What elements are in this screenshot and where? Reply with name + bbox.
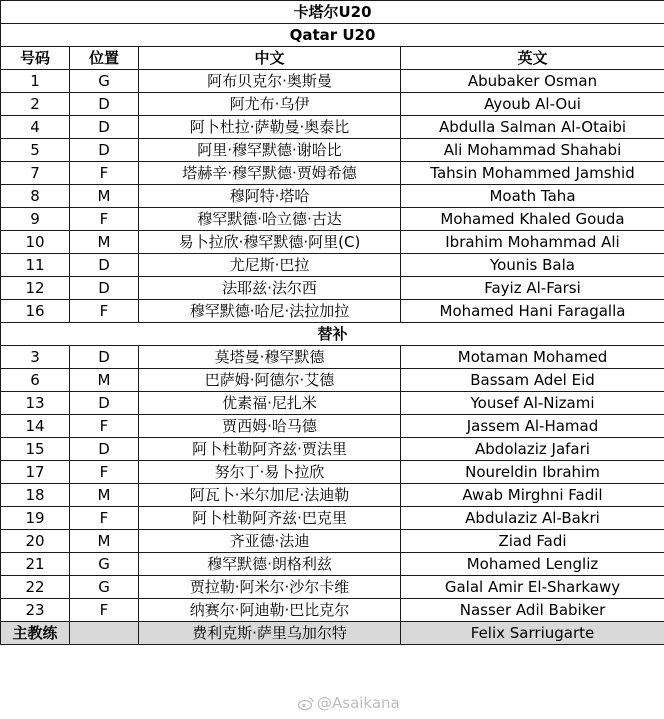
player-english-name: Abdulaziz Al-Bakri bbox=[401, 507, 664, 530]
coach-english: Felix Sarriugarte bbox=[401, 622, 664, 645]
player-number: 12 bbox=[1, 277, 70, 300]
player-chinese-name: 穆罕默德·朗格利兹 bbox=[139, 553, 401, 576]
table-title: 卡塔尔U20 bbox=[1, 1, 664, 24]
player-chinese-name: 法耶兹·法尔西 bbox=[139, 277, 401, 300]
player-chinese-name: 优素福·尼扎米 bbox=[139, 392, 401, 415]
player-row bbox=[1, 346, 664, 369]
player-position: M bbox=[70, 231, 139, 254]
player-position: G bbox=[70, 70, 139, 93]
weibo-icon bbox=[298, 696, 314, 710]
player-english-name: Galal Amir El-Sharkawy bbox=[401, 576, 664, 599]
player-chinese-name: 穆罕默德·哈立德·古达 bbox=[139, 208, 401, 231]
player-english-name: Abubaker Osman bbox=[401, 70, 664, 93]
subs-label: 替补 bbox=[1, 323, 664, 346]
player-english-name: Bassam Adel Eid bbox=[401, 369, 664, 392]
player-chinese-name: 阿卜杜拉·萨勒曼·奥泰比 bbox=[139, 116, 401, 139]
player-english-name: Motaman Mohamed bbox=[401, 346, 664, 369]
player-chinese-name: 阿尤布·乌伊 bbox=[139, 93, 401, 116]
player-english-name: Ali Mohammad Shahabi bbox=[401, 139, 664, 162]
player-number: 21 bbox=[1, 553, 70, 576]
player-english-name: Younis Bala bbox=[401, 254, 664, 277]
player-chinese-name: 莫塔曼·穆罕默德 bbox=[139, 346, 401, 369]
player-english-name: Ziad Fadi bbox=[401, 530, 664, 553]
player-position: D bbox=[70, 116, 139, 139]
player-chinese-name: 易卜拉欣·穆罕默德·阿里(C) bbox=[139, 231, 401, 254]
player-row bbox=[1, 484, 664, 507]
player-english-name: Moath Taha bbox=[401, 185, 664, 208]
player-number: 17 bbox=[1, 461, 70, 484]
player-english-name: Mohamed Lengliz bbox=[401, 553, 664, 576]
player-english-name: Yousef Al-Nizami bbox=[401, 392, 664, 415]
player-position: F bbox=[70, 415, 139, 438]
player-chinese-name: 贾拉勒·阿米尔·沙尔卡维 bbox=[139, 576, 401, 599]
player-chinese-name: 穆阿特·塔哈 bbox=[139, 185, 401, 208]
player-row bbox=[1, 162, 664, 185]
player-position: F bbox=[70, 162, 139, 185]
player-position: F bbox=[70, 507, 139, 530]
player-position: M bbox=[70, 484, 139, 507]
player-row bbox=[1, 576, 664, 599]
player-position: D bbox=[70, 139, 139, 162]
player-english-name: Mohamed Hani Faragalla bbox=[401, 300, 664, 323]
player-number: 4 bbox=[1, 116, 70, 139]
player-english-name: Nasser Adil Babiker bbox=[401, 599, 664, 622]
player-row bbox=[1, 599, 664, 622]
player-chinese-name: 贾西姆·哈马德 bbox=[139, 415, 401, 438]
team-name: Qatar U20 bbox=[1, 24, 664, 47]
header-chinese: 中文 bbox=[139, 47, 401, 70]
player-number: 9 bbox=[1, 208, 70, 231]
player-row bbox=[1, 392, 664, 415]
player-english-name: Noureldin Ibrahim bbox=[401, 461, 664, 484]
player-number: 16 bbox=[1, 300, 70, 323]
player-number: 5 bbox=[1, 139, 70, 162]
watermark-text: @Asaikana bbox=[317, 694, 400, 712]
player-number: 3 bbox=[1, 346, 70, 369]
player-english-name: Awab Mirghni Fadil bbox=[401, 484, 664, 507]
coach-blank bbox=[70, 622, 139, 645]
player-chinese-name: 尤尼斯·巴拉 bbox=[139, 254, 401, 277]
player-row bbox=[1, 277, 664, 300]
player-row bbox=[1, 70, 664, 93]
player-chinese-name: 阿瓦卜·米尔加尼·法迪勒 bbox=[139, 484, 401, 507]
player-number: 19 bbox=[1, 507, 70, 530]
player-number: 20 bbox=[1, 530, 70, 553]
player-chinese-name: 纳赛尔·阿迪勒·巴比克尔 bbox=[139, 599, 401, 622]
player-chinese-name: 阿卜杜勒阿齐兹·巴克里 bbox=[139, 507, 401, 530]
player-row bbox=[1, 254, 664, 277]
player-position: D bbox=[70, 438, 139, 461]
player-row bbox=[1, 139, 664, 162]
player-row bbox=[1, 553, 664, 576]
player-number: 8 bbox=[1, 185, 70, 208]
team-row bbox=[1, 24, 664, 47]
player-row bbox=[1, 415, 664, 438]
coach-label: 主教练 bbox=[1, 622, 70, 645]
player-row bbox=[1, 438, 664, 461]
player-position: F bbox=[70, 461, 139, 484]
player-english-name: Mohamed Khaled Gouda bbox=[401, 208, 664, 231]
header-english: 英文 bbox=[401, 47, 664, 70]
player-english-name: Abdolaziz Jafari bbox=[401, 438, 664, 461]
player-number: 11 bbox=[1, 254, 70, 277]
player-row bbox=[1, 530, 664, 553]
player-number: 14 bbox=[1, 415, 70, 438]
player-chinese-name: 阿布贝克尔·奥斯曼 bbox=[139, 70, 401, 93]
header-row bbox=[1, 47, 664, 70]
player-position: D bbox=[70, 346, 139, 369]
player-chinese-name: 巴萨姆·阿德尔·艾德 bbox=[139, 369, 401, 392]
player-row bbox=[1, 369, 664, 392]
player-row bbox=[1, 300, 664, 323]
player-number: 7 bbox=[1, 162, 70, 185]
player-number: 15 bbox=[1, 438, 70, 461]
watermark bbox=[298, 694, 400, 712]
player-position: G bbox=[70, 576, 139, 599]
player-chinese-name: 塔赫辛·穆罕默德·贾姆希德 bbox=[139, 162, 401, 185]
player-position: D bbox=[70, 93, 139, 116]
player-position: D bbox=[70, 277, 139, 300]
player-chinese-name: 穆罕默德·哈尼·法拉加拉 bbox=[139, 300, 401, 323]
player-position: G bbox=[70, 553, 139, 576]
player-position: M bbox=[70, 530, 139, 553]
player-row bbox=[1, 208, 664, 231]
coach-chinese: 费利克斯·萨里乌加尔特 bbox=[139, 622, 401, 645]
player-english-name: Ibrahim Mohammad Ali bbox=[401, 231, 664, 254]
player-position: F bbox=[70, 208, 139, 231]
player-number: 6 bbox=[1, 369, 70, 392]
player-chinese-name: 齐亚德·法迪 bbox=[139, 530, 401, 553]
player-position: D bbox=[70, 392, 139, 415]
player-position: M bbox=[70, 369, 139, 392]
player-position: D bbox=[70, 254, 139, 277]
player-number: 22 bbox=[1, 576, 70, 599]
player-english-name: Abdulla Salman Al-Otaibi bbox=[401, 116, 664, 139]
player-number: 23 bbox=[1, 599, 70, 622]
player-english-name: Ayoub Al-Oui bbox=[401, 93, 664, 116]
player-row bbox=[1, 461, 664, 484]
player-english-name: Jassem Al-Hamad bbox=[401, 415, 664, 438]
header-position: 位置 bbox=[70, 47, 139, 70]
player-chinese-name: 努尔丁·易卜拉欣 bbox=[139, 461, 401, 484]
player-number: 18 bbox=[1, 484, 70, 507]
player-row bbox=[1, 116, 664, 139]
player-english-name: Tahsin Mohammed Jamshid bbox=[401, 162, 664, 185]
title-row bbox=[1, 1, 664, 24]
player-row bbox=[1, 93, 664, 116]
player-position: F bbox=[70, 300, 139, 323]
player-row bbox=[1, 185, 664, 208]
player-number: 10 bbox=[1, 231, 70, 254]
player-position: F bbox=[70, 599, 139, 622]
player-chinese-name: 阿卜杜勒阿齐兹·贾法里 bbox=[139, 438, 401, 461]
player-number: 2 bbox=[1, 93, 70, 116]
player-number: 1 bbox=[1, 70, 70, 93]
player-chinese-name: 阿里·穆罕默德·谢哈比 bbox=[139, 139, 401, 162]
header-number: 号码 bbox=[1, 47, 70, 70]
coach-row bbox=[1, 622, 664, 645]
subs-header-row bbox=[1, 323, 664, 346]
player-row bbox=[1, 231, 664, 254]
player-position: M bbox=[70, 185, 139, 208]
player-number: 13 bbox=[1, 392, 70, 415]
player-english-name: Fayiz Al-Farsi bbox=[401, 277, 664, 300]
player-row bbox=[1, 507, 664, 530]
